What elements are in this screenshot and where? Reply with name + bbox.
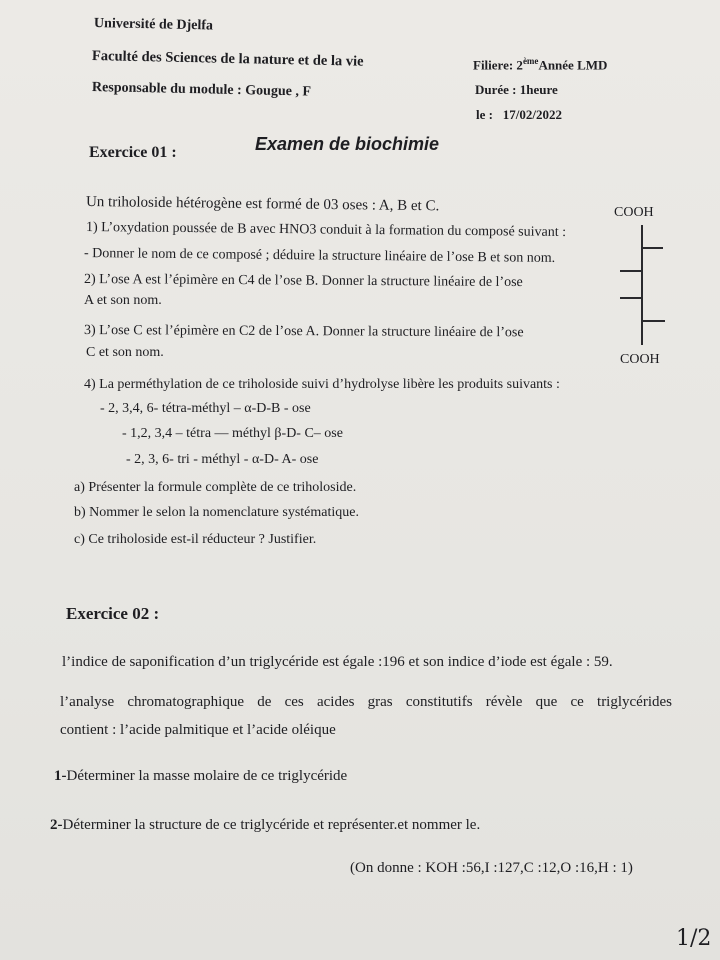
exercise2-p2-line2: contient : l’acide palmitique et l’acide oléique — [60, 722, 336, 738]
product-2: - 1,2, 3,4 – tétra — méthyl β-D- C– ose — [122, 426, 343, 441]
exercise1-q3-line2: C et son nom. — [86, 345, 164, 360]
exercise2-p2-line1: l’analyse chromatographique de ces acides gras constitutifs révèle que ce triglycérides — [60, 694, 672, 710]
faculty-name: Faculté des Sciences de la nature et de la vie — [91, 48, 364, 70]
filiere-suffix: Année LMD — [538, 57, 608, 73]
exercise2-q1-num: 1- — [54, 768, 67, 784]
structure-bond-1 — [641, 247, 663, 249]
exercise2-p1: l’indice de saponification d’un triglycéride est égale :196 et son indice d’iode est égale : 59. — [62, 654, 613, 670]
exam-date — [476, 107, 562, 123]
exercise1-q1-line2: - Donner le nom de ce composé ; déduire la structure linéaire de l’ose B et son nom. — [83, 246, 556, 266]
product-1: - 2, 3,4, 6- tétra-méthyl – α-D-B - ose — [100, 401, 311, 416]
exercise2-q2-text: Déterminer la structure de ce triglycéride et représenter.et nommer le. — [62, 817, 481, 833]
date-value: 17/02/2022 — [502, 107, 562, 122]
exam-title: Examen de biochimie — [255, 134, 440, 154]
university-name: Université de Djelfa — [93, 16, 214, 34]
structure-bond-2 — [620, 270, 642, 272]
exercise1-heading: Exercice 01 : — [89, 144, 177, 161]
exercise1-q1-line1: 1) L’oxydation poussée de B avec HNO3 conduit à la formation du composé suivant : — [85, 220, 567, 241]
exercise2-q2-num: 2- — [50, 817, 63, 833]
filiere — [473, 56, 607, 73]
filiere-sup: ème — [522, 56, 539, 66]
exercise1-q4: 4) La perméthylation de ce triholoside suivi d’hydrolyse libère les produits suivants : — [84, 377, 560, 392]
structure-backbone — [641, 225, 643, 345]
page-number: 1/2 — [676, 926, 712, 951]
structure-bond-4 — [641, 320, 665, 322]
question-a: a) Présenter la formule complète de ce triholoside. — [74, 480, 357, 495]
exercise1-q3-line1: 3) L’ose C est l’épimère en C2 de l’ose A. Donner la structure linéaire de l’ose — [83, 323, 524, 341]
given-values: (On donne : KOH :56,I :127,C :12,O :16,H : 1) — [350, 860, 633, 876]
structure-top-cooh: COOH — [614, 205, 654, 220]
module-responsible: Responsable du module : Gougue , F — [91, 80, 312, 100]
exercise2-q1 — [54, 768, 347, 785]
exercise2-q1-text: Déterminer la masse molaire de ce triglycéride — [66, 768, 348, 784]
question-c: c) Ce triholoside est-il réducteur ? Justifier. — [74, 532, 317, 547]
structure-bottom-cooh: COOH — [620, 352, 660, 367]
exercise1-intro: Un triholoside hétérogène est formé de 03 oses : A, B et C. — [85, 194, 440, 215]
question-b: b) Nommer le selon la nomenclature systématique. — [74, 505, 359, 520]
exercise2-heading: Exercice 02 : — [66, 604, 160, 623]
exercise1-q2-line1: 2) L’ose A est l’épimère en C4 de l’ose B. Donner la structure linéaire de l’ose — [83, 272, 523, 291]
structure-bond-3 — [620, 297, 642, 299]
exam-duration: Durée : 1heure — [475, 82, 558, 97]
product-3: - 2, 3, 6- tri - méthyl - α-D- A- ose — [126, 452, 319, 467]
filiere-prefix: Filiere: 2 — [473, 57, 523, 73]
exercise2-q2 — [50, 817, 480, 834]
date-label: le : — [476, 107, 493, 122]
exercise1-q2-line2: A et son nom. — [84, 293, 162, 308]
